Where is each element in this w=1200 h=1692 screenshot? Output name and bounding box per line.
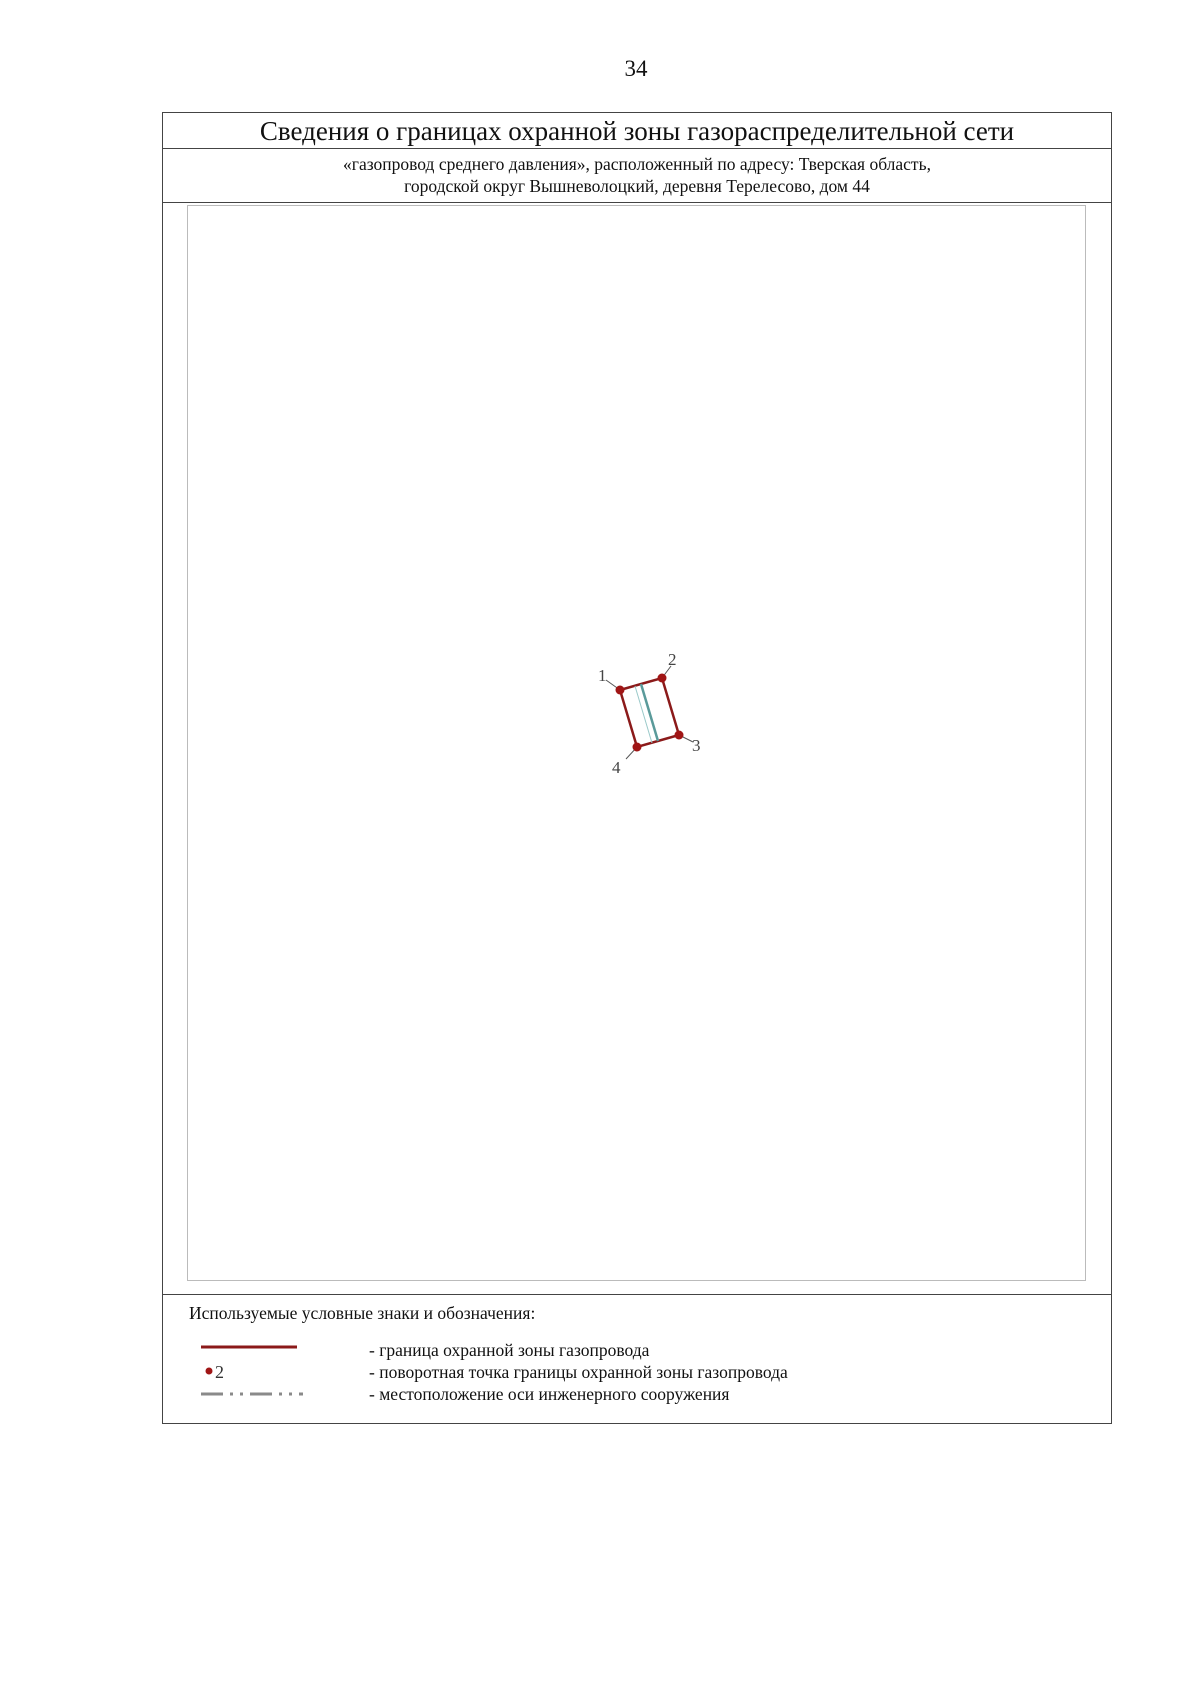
boundary-line-symbol: [199, 1339, 309, 1361]
map-area: [163, 203, 1111, 1295]
turning-point-4: [633, 743, 642, 752]
axis-line-symbol: [199, 1383, 309, 1405]
point-label-3: 3: [692, 736, 701, 755]
legend-title: Используемые условные знаки и обозначения:: [189, 1303, 536, 1323]
point-label-2: 2: [668, 650, 677, 669]
document-subtitle: [163, 149, 1111, 203]
map-frame: [187, 205, 1086, 1281]
subtitle-line-1: «газопровод среднего давления», расположенный по адресу: Тверская область,: [343, 154, 931, 174]
legend: [163, 1295, 1111, 1423]
turning-point-2: [658, 674, 667, 683]
document-title: Сведения о границах охранной зоны газораспределительной сети: [163, 113, 1111, 149]
legend-item-boundary: [163, 1339, 1111, 1361]
pipeline-axis: [641, 684, 658, 741]
legend-text-axis: - местоположение оси инженерного сооружения: [369, 1384, 730, 1404]
page-number: 34: [624, 56, 648, 81]
turning-point-1: [616, 686, 625, 695]
map-canvas: [188, 206, 1087, 1282]
document-frame: [162, 112, 1112, 1424]
legend-point-sample-label: 2: [215, 1362, 224, 1382]
turning-point-3: [675, 731, 684, 740]
legend-text-boundary: - граница охранной зоны газопровода: [369, 1340, 650, 1360]
legend-item-axis: [163, 1383, 1111, 1405]
subtitle-line-2: городской округ Вышневолоцкий, деревня Терелесово, дом 44: [404, 176, 870, 196]
legend-text-turning-point: - поворотная точка границы охранной зоны газопровода: [369, 1362, 788, 1382]
legend-item-turning-point: [163, 1361, 1111, 1383]
point-label-4: 4: [612, 758, 621, 777]
point-label-1: 1: [598, 666, 607, 685]
turning-point-symbol: [199, 1361, 309, 1383]
